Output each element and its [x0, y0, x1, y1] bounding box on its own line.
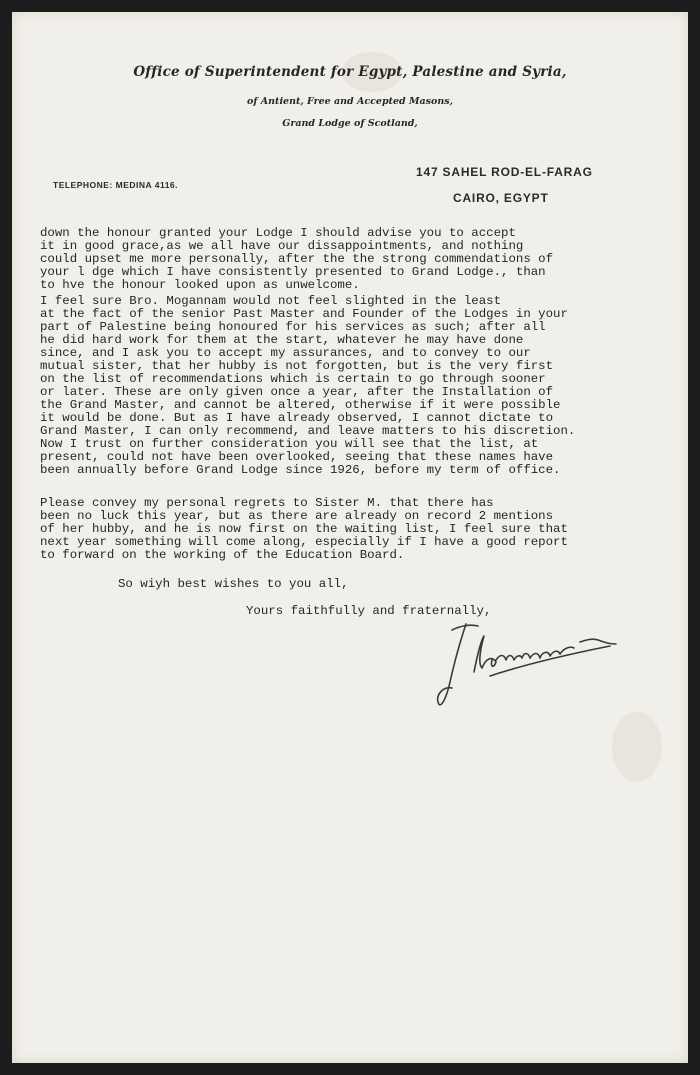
body-line: could upset me more personally, after the the strong commendations of: [40, 252, 554, 266]
body-line: next year something will come along, especially if I have a good report: [40, 535, 568, 549]
body-line: he did hard work for them at the start, whatever he may have done: [40, 333, 524, 347]
body-line: at the fact of the senior Past Master and Founder of the Lodges in your: [40, 307, 568, 321]
body-line: been no luck this year, but as there are already on record 2 mentions: [40, 509, 554, 523]
body-line: Please convey my personal regrets to Sister M. that there has: [40, 496, 494, 510]
letterhead-office: Office of Superintendent for Egypt, Palestine and Syria,: [133, 64, 567, 80]
body-line: or later. These are only given once a year, after the Installation of: [40, 385, 554, 399]
body-line: I feel sure Bro. Mogannam would not feel slighted in the least: [40, 294, 502, 308]
body-line: mutual sister, that her hubby is not forgotten, but is the very first: [40, 359, 554, 373]
body-line: Grand Master, I can only recommend, and leave matters to his discretion.: [40, 424, 576, 438]
closing-wishes: So wiyh best wishes to you all,: [118, 577, 349, 591]
body-line: it in good grace,as we all have our dissappointments, and nothing: [40, 239, 524, 253]
body-line: been annually before Grand Lodge since 1926, before my term of office.: [40, 463, 561, 477]
letter-page: [12, 12, 688, 1063]
body-line: the Grand Master, and cannot be altered, otherwise if it were possible: [40, 398, 561, 412]
body-line: on the list of recommendations which is certain to go through sooner: [40, 372, 546, 386]
body-line: down the honour granted your Lodge I should advise you to accept: [40, 226, 516, 240]
body-line: to hve the honour looked upon as unwelcome.: [40, 278, 360, 292]
body-line: it would be done. But as I have already observed, I cannot dictate to: [40, 411, 554, 425]
body-line: present, could not have been overlooked, seeing that these names have: [40, 450, 554, 464]
paper-stain: [612, 712, 662, 782]
body-line: part of Palestine being honoured for his services as such; after all: [40, 320, 546, 334]
closing-valediction: Yours faithfully and fraternally,: [246, 604, 492, 618]
body-line: Now I trust on further consideration you will see that the list, at: [40, 437, 539, 451]
body-line: of her hubby, and he is now first on the waiting list, I feel sure that: [40, 522, 568, 536]
telephone: TELEPHONE: MEDINA 4116.: [53, 180, 179, 190]
address-street: 147 SAHEL ROD-EL-FARAG: [416, 165, 593, 179]
address-city: CAIRO, EGYPT: [453, 191, 549, 205]
handwritten-signature: [430, 602, 630, 722]
body-line: your l dge which I have consistently presented to Grand Lodge., than: [40, 265, 546, 279]
body-line: to forward on the working of the Education Board.: [40, 548, 405, 562]
letterhead-order: of Antient, Free and Accepted Masons,: [247, 96, 453, 107]
body-line: since, and I ask you to accept my assurances, and to convey to our: [40, 346, 531, 360]
letterhead-lodge: Grand Lodge of Scotland,: [282, 118, 418, 129]
